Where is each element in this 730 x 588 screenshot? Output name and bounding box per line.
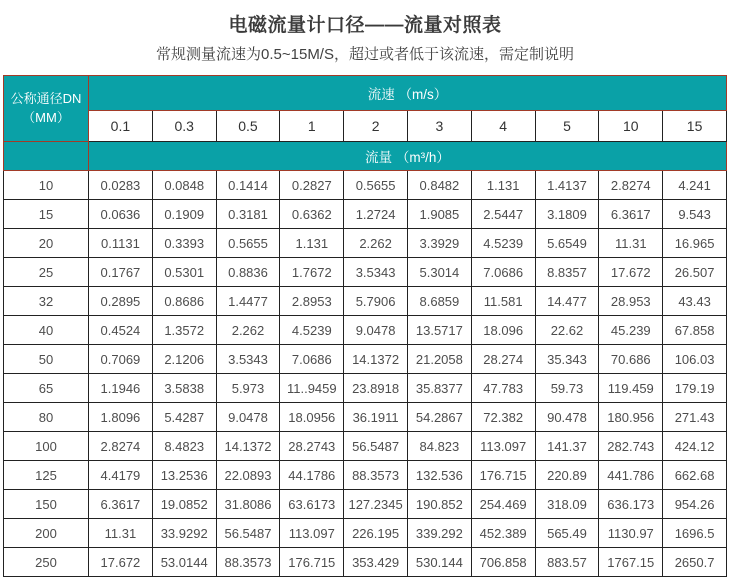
page-subtitle: 常规测量流速为0.5~15M/S，超过或者低于该流速，需定制说明 xyxy=(156,46,574,63)
dn-cell: 100 xyxy=(4,432,89,461)
dn-cell: 125 xyxy=(4,461,89,490)
flow-comparison-table xyxy=(3,75,727,577)
flow-value-cell: 1.131 xyxy=(471,171,535,200)
flow-value-cell: 44.1786 xyxy=(280,461,344,490)
table-row xyxy=(4,171,727,200)
flow-value-cell: 1.3572 xyxy=(152,316,216,345)
flow-value-cell: 180.956 xyxy=(599,403,663,432)
corner-header-line1: 公称通径DN xyxy=(10,90,82,106)
flow-value-cell: 8.4823 xyxy=(152,432,216,461)
flow-value-cell: 6.3617 xyxy=(89,490,153,519)
flow-value-cell: 3.1809 xyxy=(535,200,599,229)
flow-value-cell: 441.786 xyxy=(599,461,663,490)
flow-value-cell: 9.0478 xyxy=(216,403,280,432)
flow-value-cell: 3.5838 xyxy=(152,374,216,403)
velocity-value-cell: 0.1 xyxy=(89,111,153,142)
dn-cell: 65 xyxy=(4,374,89,403)
flow-value-cell: 0.8482 xyxy=(407,171,471,200)
table-row xyxy=(4,519,727,548)
flow-value-cell: 3.3929 xyxy=(407,229,471,258)
table-row xyxy=(4,374,727,403)
dn-cell: 250 xyxy=(4,548,89,577)
flow-value-cell: 1.7672 xyxy=(280,258,344,287)
flow-value-cell: 22.62 xyxy=(535,316,599,345)
flow-value-cell: 11.31 xyxy=(89,519,153,548)
flow-value-cell: 7.0686 xyxy=(280,345,344,374)
flow-value-cell: 4.4179 xyxy=(89,461,153,490)
flow-value-cell: 11..9459 xyxy=(280,374,344,403)
flow-value-cell: 2.8274 xyxy=(599,171,663,200)
flow-value-cell: 1.1946 xyxy=(89,374,153,403)
table-row xyxy=(4,403,727,432)
flow-value-cell: 13.5717 xyxy=(407,316,471,345)
flow-value-cell: 2.262 xyxy=(344,229,408,258)
flow-value-cell: 0.8836 xyxy=(216,258,280,287)
flow-value-cell: 141.37 xyxy=(535,432,599,461)
dn-cell: 32 xyxy=(4,287,89,316)
flow-value-cell: 22.0893 xyxy=(216,461,280,490)
flow-value-cell: 254.469 xyxy=(471,490,535,519)
flow-value-cell: 1130.97 xyxy=(599,519,663,548)
flow-value-cell: 8.8357 xyxy=(535,258,599,287)
flow-value-cell: 35.8377 xyxy=(407,374,471,403)
table-row xyxy=(4,345,727,374)
flow-value-cell: 56.5487 xyxy=(216,519,280,548)
flow-value-cell: 18.096 xyxy=(471,316,535,345)
flow-value-cell: 54.2867 xyxy=(407,403,471,432)
flow-value-cell: 282.743 xyxy=(599,432,663,461)
flow-value-cell: 5.4287 xyxy=(152,403,216,432)
flow-value-cell: 14.477 xyxy=(535,287,599,316)
flow-value-cell: 318.09 xyxy=(535,490,599,519)
flow-value-cell: 28.274 xyxy=(471,345,535,374)
flow-value-cell: 1696.5 xyxy=(663,519,727,548)
flow-value-cell: 0.5655 xyxy=(344,171,408,200)
flow-value-cell: 21.2058 xyxy=(407,345,471,374)
flow-value-cell: 179.19 xyxy=(663,374,727,403)
velocity-value-cell: 5 xyxy=(535,111,599,142)
flow-table-body xyxy=(4,171,727,577)
flow-value-cell: 5.3014 xyxy=(407,258,471,287)
flow-value-cell: 636.173 xyxy=(599,490,663,519)
flow-value-cell: 67.858 xyxy=(663,316,727,345)
flow-value-cell: 706.858 xyxy=(471,548,535,577)
flow-value-cell: 11.581 xyxy=(471,287,535,316)
flow-value-cell: 14.1372 xyxy=(344,345,408,374)
flow-value-cell: 17.672 xyxy=(599,258,663,287)
flow-value-cell: 0.0848 xyxy=(152,171,216,200)
flow-value-cell: 33.9292 xyxy=(152,519,216,548)
flow-value-cell: 2.262 xyxy=(216,316,280,345)
flow-value-cell: 26.507 xyxy=(663,258,727,287)
flow-value-cell: 176.715 xyxy=(471,461,535,490)
flow-value-cell: 954.26 xyxy=(663,490,727,519)
dn-cell: 40 xyxy=(4,316,89,345)
table-row xyxy=(4,548,727,577)
flow-value-cell: 88.3573 xyxy=(216,548,280,577)
flow-header-spacer-cell xyxy=(4,142,89,171)
flow-value-cell: 5.7906 xyxy=(344,287,408,316)
flow-value-cell: 72.382 xyxy=(471,403,535,432)
flow-value-cell: 2650.7 xyxy=(663,548,727,577)
flow-value-cell: 1.2724 xyxy=(344,200,408,229)
table-row xyxy=(4,200,727,229)
velocity-value-cell: 0.5 xyxy=(216,111,280,142)
dn-cell: 20 xyxy=(4,229,89,258)
flow-value-cell: 9.0478 xyxy=(344,316,408,345)
velocity-value-cell: 0.3 xyxy=(152,111,216,142)
table-row xyxy=(4,432,727,461)
flow-value-cell: 4.5239 xyxy=(280,316,344,345)
flow-value-cell: 127.2345 xyxy=(344,490,408,519)
flow-value-cell: 16.965 xyxy=(663,229,727,258)
flow-value-cell: 1.8096 xyxy=(89,403,153,432)
flow-value-cell: 0.3181 xyxy=(216,200,280,229)
flow-value-cell: 0.3393 xyxy=(152,229,216,258)
table-row xyxy=(4,316,727,345)
flow-value-cell: 176.715 xyxy=(280,548,344,577)
flow-value-cell: 31.8086 xyxy=(216,490,280,519)
velocity-values-row xyxy=(4,111,727,142)
dn-cell: 25 xyxy=(4,258,89,287)
flow-value-cell: 530.144 xyxy=(407,548,471,577)
velocity-value-cell: 3 xyxy=(407,111,471,142)
velocity-value-cell: 1 xyxy=(280,111,344,142)
flow-value-cell: 0.7069 xyxy=(89,345,153,374)
flow-value-cell: 6.3617 xyxy=(599,200,663,229)
velocity-value-cell: 15 xyxy=(663,111,727,142)
flow-value-cell: 14.1372 xyxy=(216,432,280,461)
dn-cell: 200 xyxy=(4,519,89,548)
flow-value-cell: 84.823 xyxy=(407,432,471,461)
dn-cell: 80 xyxy=(4,403,89,432)
table-row xyxy=(4,287,727,316)
velocity-section-row xyxy=(4,76,727,111)
flow-value-cell: 353.429 xyxy=(344,548,408,577)
velocity-section-header: 流速 （m/s） xyxy=(89,76,727,111)
flow-value-cell: 1767.15 xyxy=(599,548,663,577)
flow-value-cell: 2.8953 xyxy=(280,287,344,316)
flow-value-cell: 23.8918 xyxy=(344,374,408,403)
flow-value-cell: 0.5301 xyxy=(152,258,216,287)
flow-value-cell: 220.89 xyxy=(535,461,599,490)
dn-cell: 10 xyxy=(4,171,89,200)
flow-value-cell: 132.536 xyxy=(407,461,471,490)
flow-value-cell: 28.2743 xyxy=(280,432,344,461)
flow-value-cell: 53.0144 xyxy=(152,548,216,577)
flow-value-cell: 5.6549 xyxy=(535,229,599,258)
flow-value-cell: 70.686 xyxy=(599,345,663,374)
flow-value-cell: 424.12 xyxy=(663,432,727,461)
flow-value-cell: 2.1206 xyxy=(152,345,216,374)
velocity-value-cell: 2 xyxy=(344,111,408,142)
flow-section-header: 流量 （m³/h） xyxy=(89,142,727,171)
flow-value-cell: 0.1414 xyxy=(216,171,280,200)
flow-value-cell: 1.9085 xyxy=(407,200,471,229)
flow-value-cell: 339.292 xyxy=(407,519,471,548)
flow-value-cell: 4.241 xyxy=(663,171,727,200)
flow-value-cell: 17.672 xyxy=(89,548,153,577)
flow-value-cell: 45.239 xyxy=(599,316,663,345)
flow-value-cell: 565.49 xyxy=(535,519,599,548)
flow-value-cell: 11.31 xyxy=(599,229,663,258)
flow-value-cell: 119.459 xyxy=(599,374,663,403)
flow-value-cell: 3.5343 xyxy=(344,258,408,287)
flow-value-cell: 5.973 xyxy=(216,374,280,403)
flow-value-cell: 4.5239 xyxy=(471,229,535,258)
flow-value-cell: 28.953 xyxy=(599,287,663,316)
flow-value-cell: 8.6859 xyxy=(407,287,471,316)
flow-value-cell: 2.5447 xyxy=(471,200,535,229)
flow-value-cell: 662.68 xyxy=(663,461,727,490)
flow-value-cell: 0.0636 xyxy=(89,200,153,229)
flow-value-cell: 9.543 xyxy=(663,200,727,229)
dn-cell: 15 xyxy=(4,200,89,229)
table-row xyxy=(4,490,727,519)
flow-value-cell: 7.0686 xyxy=(471,258,535,287)
flow-value-cell: 0.2827 xyxy=(280,171,344,200)
flow-value-cell: 0.1767 xyxy=(89,258,153,287)
flow-value-cell: 226.195 xyxy=(344,519,408,548)
flow-value-cell: 56.5487 xyxy=(344,432,408,461)
corner-header xyxy=(4,76,89,142)
table-row xyxy=(4,461,727,490)
page-title: 电磁流量计口径——流量对照表 xyxy=(228,15,502,36)
flow-value-cell: 0.5655 xyxy=(216,229,280,258)
flow-value-cell: 18.0956 xyxy=(280,403,344,432)
velocity-value-cell: 4 xyxy=(471,111,535,142)
flow-value-cell: 1.131 xyxy=(280,229,344,258)
flow-value-cell: 47.783 xyxy=(471,374,535,403)
flow-value-cell: 0.4524 xyxy=(89,316,153,345)
flow-value-cell: 90.478 xyxy=(535,403,599,432)
flow-value-cell: 3.5343 xyxy=(216,345,280,374)
flow-value-cell: 0.0283 xyxy=(89,171,153,200)
flow-value-cell: 0.1909 xyxy=(152,200,216,229)
flow-section-row xyxy=(4,142,727,171)
flow-value-cell: 36.1911 xyxy=(344,403,408,432)
velocity-value-cell: 10 xyxy=(599,111,663,142)
flow-value-cell: 13.2536 xyxy=(152,461,216,490)
flow-value-cell: 0.8686 xyxy=(152,287,216,316)
flow-value-cell: 63.6173 xyxy=(280,490,344,519)
flow-value-cell: 0.1131 xyxy=(89,229,153,258)
flow-value-cell: 106.03 xyxy=(663,345,727,374)
corner-header-line2: （MM） xyxy=(22,109,70,125)
dn-cell: 150 xyxy=(4,490,89,519)
flow-value-cell: 113.097 xyxy=(471,432,535,461)
flow-value-cell: 883.57 xyxy=(535,548,599,577)
flow-value-cell: 43.43 xyxy=(663,287,727,316)
flow-value-cell: 1.4477 xyxy=(216,287,280,316)
flow-value-cell: 271.43 xyxy=(663,403,727,432)
flow-value-cell: 59.73 xyxy=(535,374,599,403)
flow-value-cell: 0.6362 xyxy=(280,200,344,229)
flow-value-cell: 2.8274 xyxy=(89,432,153,461)
flow-value-cell: 452.389 xyxy=(471,519,535,548)
table-row xyxy=(4,229,727,258)
flow-value-cell: 35.343 xyxy=(535,345,599,374)
flow-value-cell: 1.4137 xyxy=(535,171,599,200)
flow-value-cell: 88.3573 xyxy=(344,461,408,490)
flow-value-cell: 113.097 xyxy=(280,519,344,548)
flow-value-cell: 0.2895 xyxy=(89,287,153,316)
dn-cell: 50 xyxy=(4,345,89,374)
flow-value-cell: 19.0852 xyxy=(152,490,216,519)
table-row xyxy=(4,258,727,287)
flow-value-cell: 190.852 xyxy=(407,490,471,519)
